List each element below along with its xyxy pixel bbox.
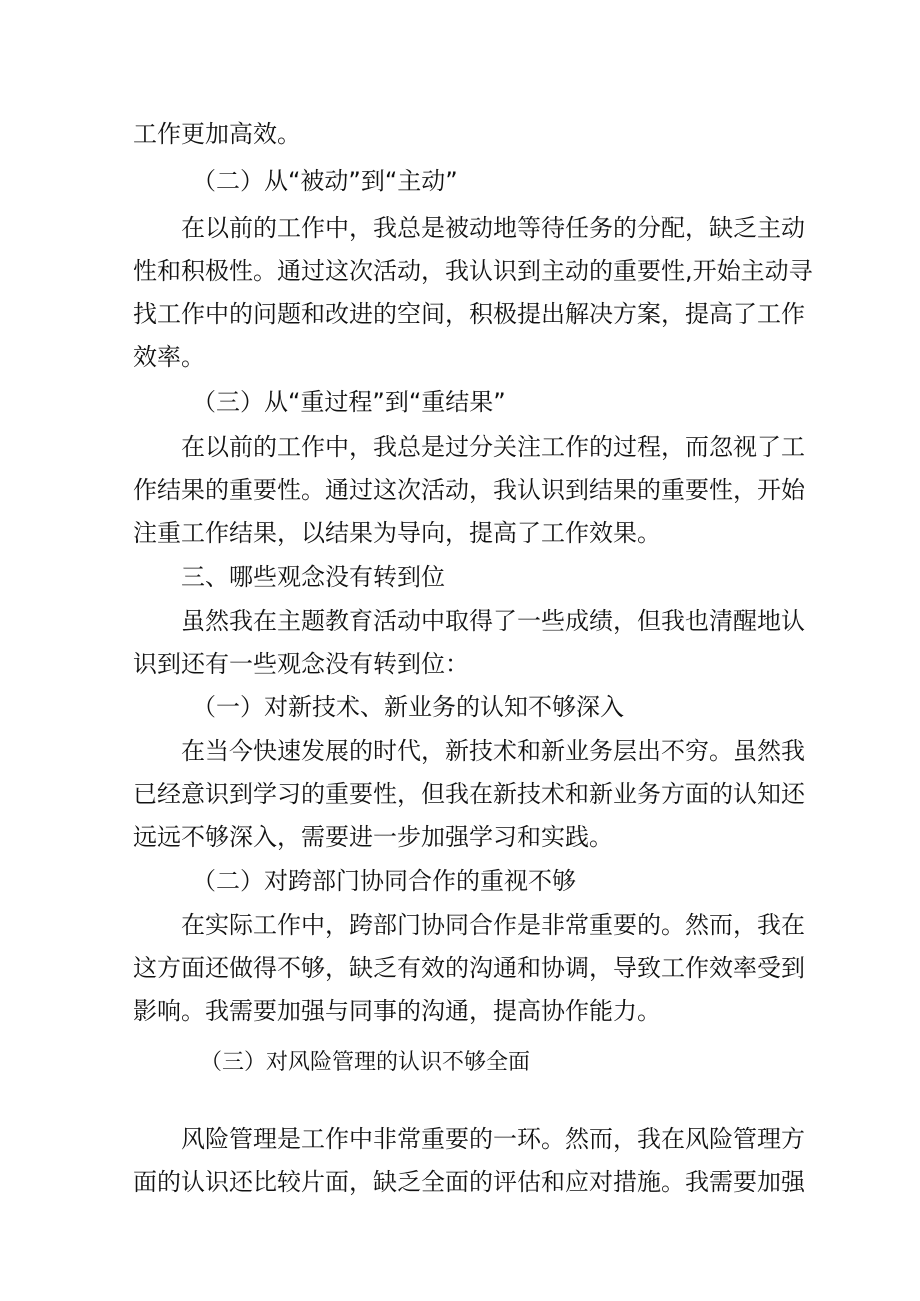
paragraph-line: 作结果的重要性。通过这次活动，我认识到结果的重要性，开始: [133, 476, 805, 504]
paragraph-line: 注重工作结果，以结果为导向，提高了工作效果。: [133, 519, 661, 547]
section-heading: （一）对新技术、新业务的认知不够深入: [192, 693, 624, 721]
paragraph-line: 远远不够深入，需要进一步加强学习和实践。: [133, 823, 613, 851]
paragraph-line: 虽然我在主题教育活动中取得了一些成绩，但我也清醒地认: [181, 607, 805, 635]
section-heading: （三）对风险管理的认识不够全面: [200, 1050, 531, 1075]
paragraph-line: 在实际工作中，跨部门协同合作是非常重要的。然而，我在: [181, 911, 805, 939]
paragraph-line: 影响。我需要加强与同事的沟通，提高协作能力。: [133, 997, 661, 1025]
paragraph-line: 面的认识还比较片面，缺乏全面的评估和应对措施。我需要加强: [133, 1168, 805, 1196]
paragraph-line: 已经意识到学习的重要性，但我在新技术和新业务方面的认知还: [133, 780, 805, 808]
section-heading: （二）对跨部门协同合作的重视不够: [192, 867, 576, 895]
section-heading: 三、哪些观念没有转到位: [181, 563, 445, 591]
paragraph-line: 在当今快速发展的时代，新技术和新业务层出不穷。虽然我: [181, 737, 805, 765]
paragraph-line: 效率。: [133, 343, 205, 371]
section-heading: （二）从“被动”到“主动”: [192, 167, 458, 195]
section-heading: （三）从“重过程”到“重结果”: [192, 388, 506, 416]
paragraph-line: 找工作中的问题和改进的空间，积极提出解决方案，提高了工作: [133, 300, 805, 328]
paragraph-line: 在以前的工作中，我总是过分关注工作的过程，而忽视了工: [181, 433, 805, 461]
paragraph-line: 性和积极性。通过这次活动，我认识到主动的重要性,开始主动寻: [133, 257, 813, 285]
paragraph-line: 识到还有一些观念没有转到位：: [133, 650, 469, 678]
paragraph-line: 风险管理是工作中非常重要的一环。然而，我在风险管理方: [181, 1125, 805, 1153]
paragraph-line: 这方面还做得不够，缺乏有效的沟通和协调，导致工作效率受到: [133, 954, 805, 982]
paragraph-line: 工作更加高效。: [133, 120, 301, 148]
paragraph-line: 在以前的工作中，我总是被动地等待任务的分配，缺乏主动: [181, 214, 805, 242]
